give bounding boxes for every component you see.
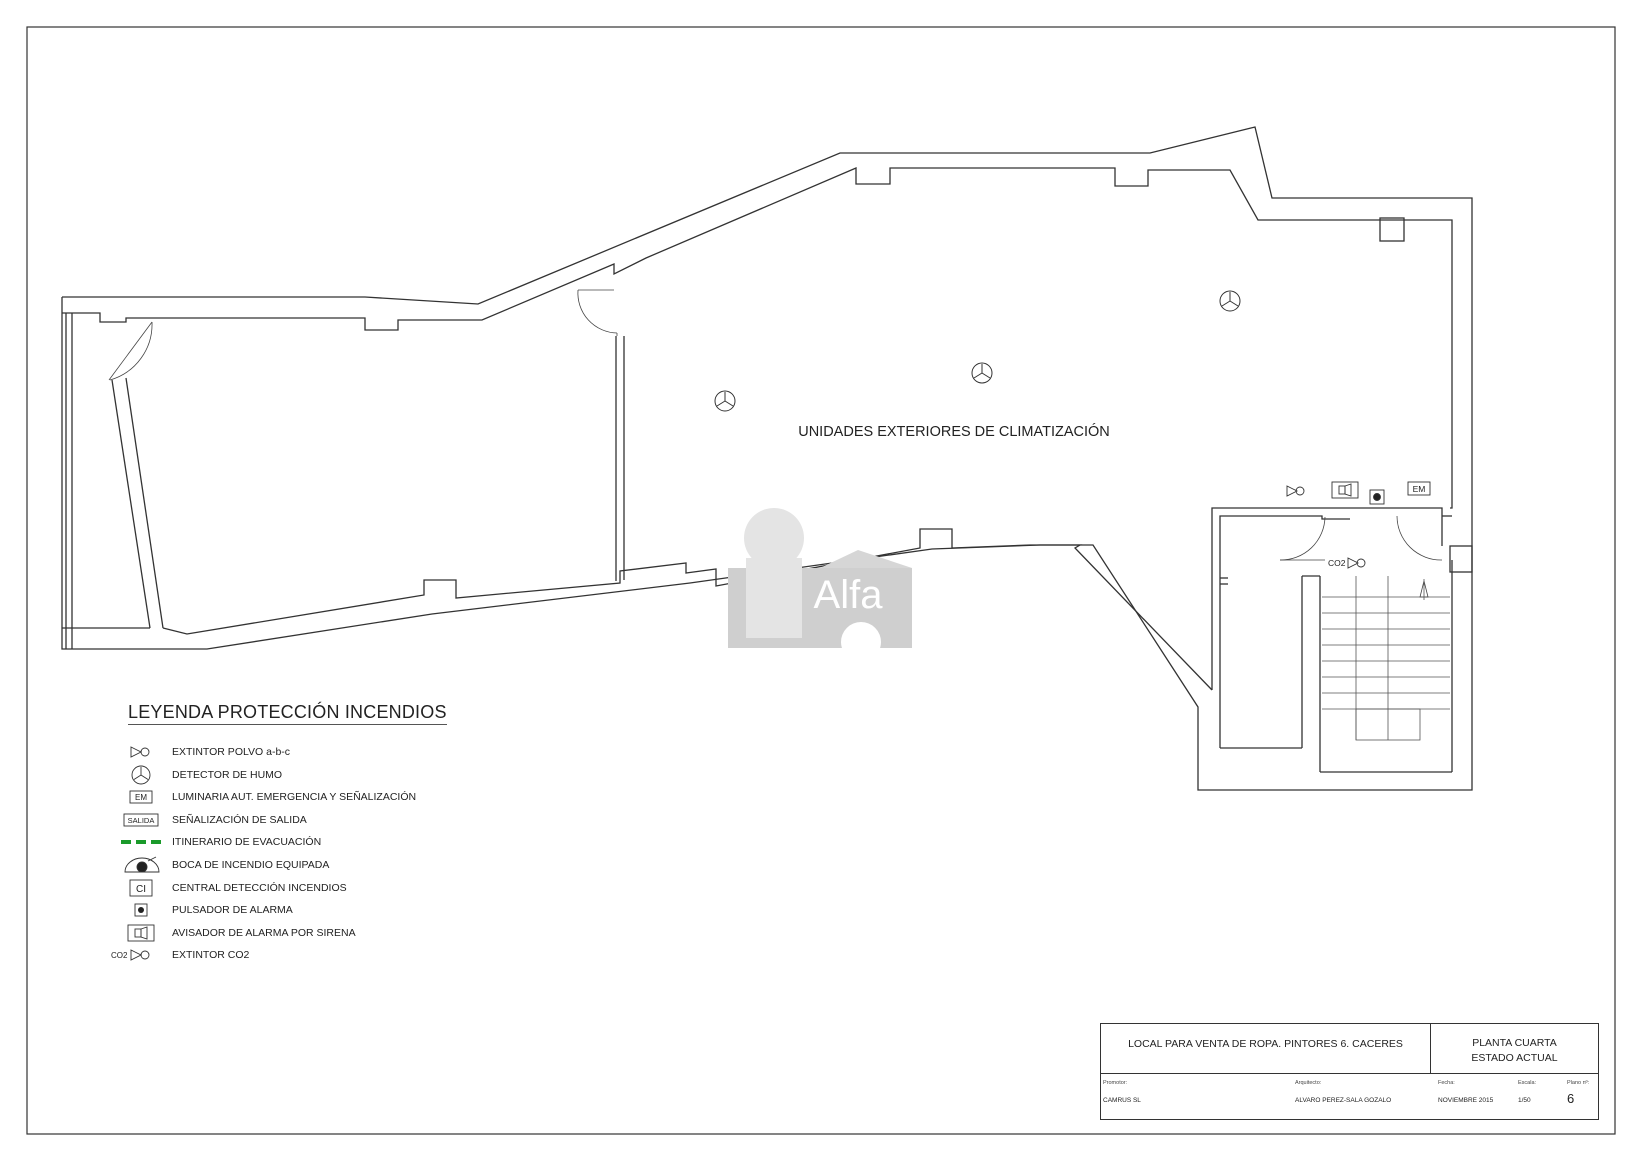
project-title: LOCAL PARA VENTA DE ROPA. PINTORES 6. CACERES — [1101, 1024, 1431, 1074]
alarm-button-icon — [1370, 490, 1384, 504]
co2-extinguisher-icon — [1328, 558, 1365, 568]
co2-extinguisher-icon — [108, 945, 164, 965]
arquitecto-label: Arquitecto: — [1295, 1080, 1322, 1086]
watermark-logo — [728, 508, 912, 648]
svg-text:SALIDA: SALIDA — [127, 815, 155, 825]
arquitecto-value: ALVARO PEREZ-SALA GOZALO — [1295, 1097, 1392, 1104]
title-block — [1100, 1023, 1599, 1120]
exit-sign-icon — [108, 810, 164, 830]
legend-item: EM LUMINARIA AUT. EMERGENCIA Y SEÑALIZACIÓN — [0, 787, 440, 810]
svg-text:CO2: CO2 — [111, 951, 128, 961]
plano-label: Plano nº: — [1567, 1080, 1590, 1086]
emergency-light-icon — [1408, 482, 1430, 495]
escala-label: Escala: — [1518, 1080, 1537, 1086]
fecha-label: Fecha: — [1438, 1080, 1455, 1086]
extinguisher-icon — [108, 742, 164, 762]
plan-title-line1: PLANTA CUARTA — [1472, 1037, 1557, 1049]
legend-title: LEYENDA PROTECCIÓN INCENDIOS — [128, 702, 447, 725]
siren-icon — [1332, 482, 1358, 498]
svg-text:CI: CI — [136, 883, 146, 895]
arquitecto-cell — [1293, 1074, 1431, 1119]
em-label: EM — [1412, 484, 1426, 494]
stairs — [1322, 576, 1450, 740]
siren-icon — [108, 923, 164, 943]
plan-title-line2: ESTADO ACTUAL — [1471, 1052, 1558, 1064]
alarm-button-icon — [108, 900, 164, 920]
smoke-detector-icon — [108, 765, 164, 785]
evacuation-route-icon — [108, 832, 164, 852]
smoke-detector-icon — [715, 391, 735, 411]
fire-panel-icon — [108, 878, 164, 898]
legend — [0, 742, 440, 968]
smoke-detectors — [715, 291, 1240, 411]
watermark-text: Alfa — [813, 573, 883, 617]
promotor-value: CAMRUS SL — [1103, 1097, 1141, 1104]
legend-item: BOCA DE INCENDIO EQUIPADA — [0, 855, 440, 878]
legend-item: SALIDA SEÑALIZACIÓN DE SALIDA — [0, 810, 440, 833]
legend-item: EXTINTOR POLVO a-b-c — [0, 742, 440, 765]
svg-text:EM: EM — [135, 793, 147, 803]
legend-item: PULSADOR DE ALARMA — [0, 900, 440, 923]
escala-cell — [1516, 1074, 1556, 1119]
plano-cell — [1565, 1074, 1599, 1119]
smoke-detector-icon — [1220, 291, 1240, 311]
legend-item: ITINERARIO DE EVACUACIÓN — [0, 832, 440, 855]
plan-title — [1431, 1024, 1598, 1074]
walls — [62, 127, 1472, 790]
emergency-light-icon — [108, 787, 164, 807]
promotor-cell — [1101, 1074, 1293, 1119]
legend-item: CO2 EXTINTOR CO2 — [0, 945, 440, 968]
room-label: UNIDADES EXTERIORES DE CLIMATIZACIÓN — [798, 424, 1110, 440]
legend-item: CI CENTRAL DETECCIÓN INCENDIOS — [0, 878, 440, 901]
co2-label: CO2 — [1328, 558, 1346, 568]
extinguisher-icon — [1287, 486, 1304, 496]
escala-value: 1/50 — [1518, 1097, 1531, 1104]
promotor-label: Promotor: — [1103, 1080, 1128, 1086]
smoke-detector-icon — [972, 363, 992, 383]
legend-item: DETECTOR DE HUMO — [0, 765, 440, 788]
fecha-cell — [1436, 1074, 1516, 1119]
fire-hose-icon — [108, 855, 164, 875]
fire-equipment — [1287, 482, 1430, 568]
plano-value: 6 — [1567, 1091, 1575, 1106]
fecha-value: NOVIEMBRE 2015 — [1438, 1097, 1494, 1104]
legend-item: AVISADOR DE ALARMA POR SIRENA — [0, 923, 440, 946]
